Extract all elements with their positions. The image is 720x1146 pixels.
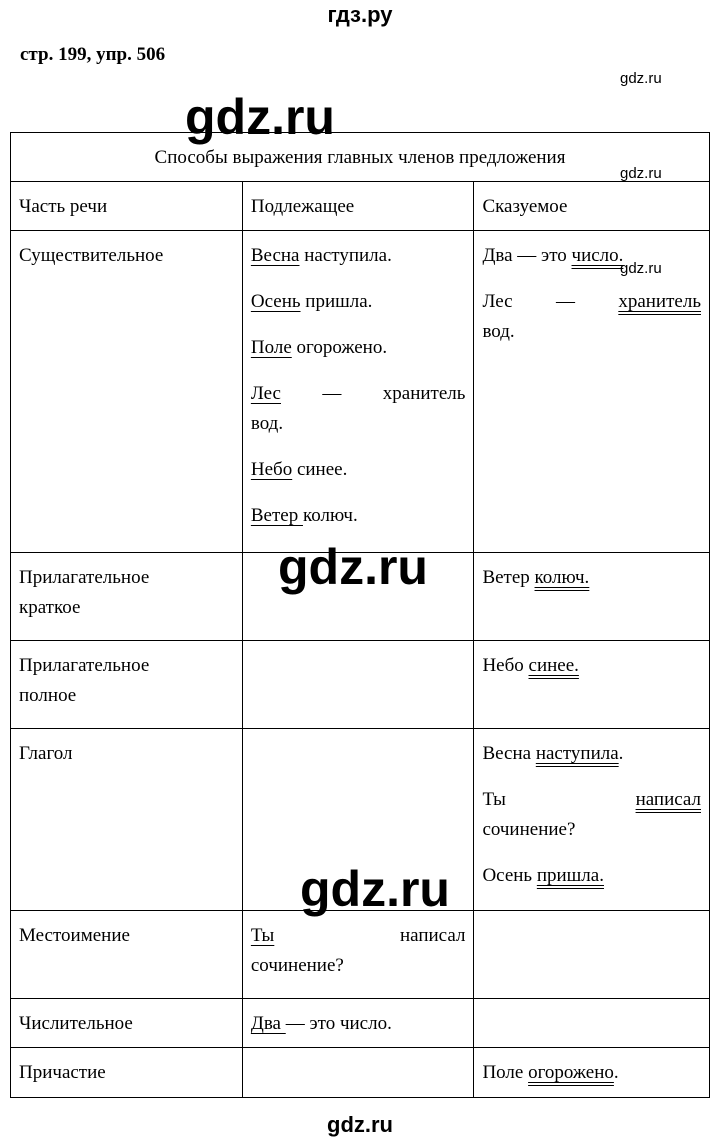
example-rest: — это число. [285,1013,392,1034]
example-line [482,785,701,845]
part-cell: Прилагательное полное [11,641,243,729]
table-title-row [11,133,710,182]
table-row [11,1048,710,1098]
example-rest: . [613,1062,619,1083]
example-line [251,501,466,531]
table-row [11,231,710,553]
table-row [11,999,710,1048]
site-footer: gdz.ru [327,1112,393,1137]
example-rest: Ты [482,789,506,810]
example-line [482,287,701,347]
example-line [251,287,466,317]
example-rest: вод. [482,321,515,342]
subject-cell [242,1048,474,1098]
part-cell: Существительное [11,231,243,553]
subject-cell [242,911,474,999]
main-table [10,132,710,1098]
subject-word: Два [250,1013,286,1034]
watermark-small: gdz.ru [620,165,662,182]
example-rest: Два — это [482,245,572,266]
subject-word: Небо [250,459,293,480]
example-rest: огорожено. [291,337,388,358]
exercise-title: стр. 199, упр. 506 [20,44,166,65]
example-rest: Ветер [482,567,535,588]
site-header: гдз.ру [327,2,393,27]
subject-cell [242,999,474,1048]
predicate-word: пришла. [536,865,604,886]
predicate-cell [474,911,710,999]
example-rest: Небо [482,655,529,676]
subject-word: Поле [250,337,292,358]
example-rest: Лес [482,291,513,312]
example-dash: — [322,383,342,404]
example-rest: Осень [482,865,537,886]
part-cell: Числительное [11,999,243,1048]
subject-word: Ты [250,925,275,946]
example-line [482,241,701,271]
example-line [251,379,466,439]
example-rest: хранитель [382,383,466,404]
predicate-word: колюч. [534,567,590,588]
example-line [482,861,701,891]
subject-word: Весна [250,245,300,266]
part-cell: Местоимение [11,911,243,999]
watermark-big: gdz.ru [185,89,335,145]
example-rest: синее. [292,459,348,480]
watermark-big: gdz.ru [278,539,428,595]
example-rest: . [618,743,624,764]
example-rest: вод. [250,413,284,434]
part-cell: Причастие [11,1048,243,1098]
part-cell: Глагол [11,729,243,911]
header-predicate: Сказуемое [474,182,710,231]
subject-word: Лес [250,383,281,404]
predicate-cell [474,231,710,553]
predicate-word: число. [571,245,624,266]
predicate-word: огорожено [528,1062,614,1083]
table-header-row [11,182,710,231]
subject-cell [242,231,474,553]
header-subject: Подлежащее [242,182,474,231]
subject-word: Осень [250,291,301,312]
example-rest: наступила. [299,245,392,266]
watermark-big: gdz.ru [300,861,450,917]
part-cell: Прилагательное краткое [11,553,243,641]
predicate-word: синее. [528,655,579,676]
example-rest: сочинение? [250,955,344,976]
predicate-cell [474,553,710,641]
watermark-small: gdz.ru [620,70,662,87]
example-rest: пришла. [300,291,373,312]
predicate-word: наступила [535,743,619,764]
predicate-cell [474,999,710,1048]
header-part-of-speech: Часть речи [11,182,243,231]
example-line [251,333,466,363]
example-line [251,455,466,485]
example-dash: — [555,291,575,312]
predicate-cell [474,1048,710,1098]
example-rest: колюч. [302,505,358,526]
example-rest: сочинение? [482,819,576,840]
example-line [482,739,701,769]
table-title: Способы выражения главных членов предложения [11,133,710,182]
example-rest: Поле [482,1062,529,1083]
subject-cell [242,641,474,729]
example-rest: Весна [482,743,536,764]
subject-word: Ветер [250,505,303,526]
predicate-cell [474,729,710,911]
table-row [11,641,710,729]
predicate-word: написал [635,789,701,810]
table-row [11,911,710,999]
watermark-small: gdz.ru [620,260,662,277]
example-line [251,241,466,271]
predicate-cell [474,641,710,729]
predicate-word: хранитель [618,291,701,312]
example-rest: написал [400,925,466,946]
